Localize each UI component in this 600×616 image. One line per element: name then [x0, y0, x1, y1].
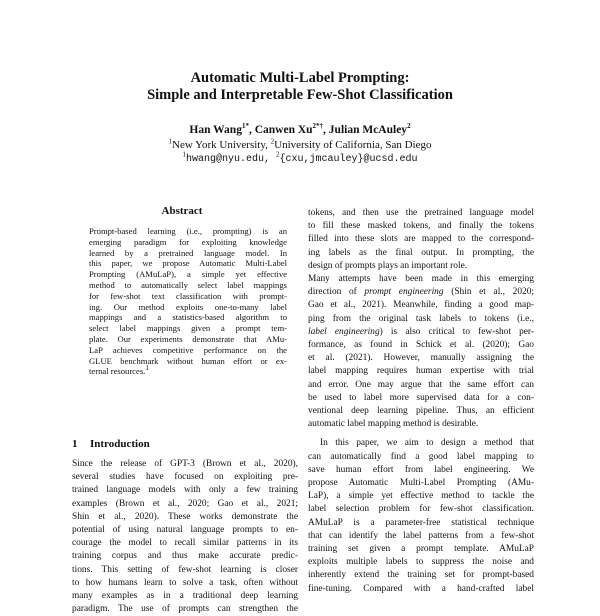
intro-line: many examples as in a traditional deep learning: [72, 591, 298, 602]
body-line: can automatically find a good label mapping to: [308, 451, 534, 462]
body-line: et al. (2021). However, manually assigning the: [308, 353, 534, 364]
affiliation-text: University of California, San Diego: [274, 139, 432, 151]
right-column-body: [308, 207, 534, 596]
body-line: be used to label more supervised data for a con-: [308, 392, 534, 403]
abstract-line: Prompting (AMuLaP), a simple yet effective: [89, 269, 287, 280]
intro-line: trained language models with only a few training: [72, 485, 298, 496]
body-line: to fill these masked tokens, and finally the tokens: [308, 221, 534, 232]
affiliation-text: New York University,: [172, 139, 271, 151]
abstract-line: plate. Our experiments demonstrate that AMu-: [89, 333, 287, 344]
body-line: AMuLaP is a parameter-free statistical technique: [308, 517, 534, 528]
introduction-body: [72, 458, 298, 616]
body-line: label mapping requires human expertise with trial: [308, 366, 534, 377]
email-sup: 2: [275, 150, 280, 159]
body-line: ventional deep learning pipeline. Thus, an efficient: [308, 406, 534, 417]
intro-line: examples (Brown et al., 2020; Gao et al., 2021;: [72, 498, 298, 509]
section-title: Introduction: [90, 438, 150, 450]
emphasis-label-engineering: label engineering: [308, 326, 380, 337]
body-line: and error. One may argue that the same effort can: [308, 379, 534, 390]
abstract-line: learned by a pretrained language model. In: [89, 247, 287, 258]
body-line: tokens, and then use the pretrained language model: [308, 208, 534, 218]
section-heading-introduction: [72, 438, 302, 451]
body-line: fine-tuning. Compared with a hand-crafted label: [308, 583, 534, 594]
email-sup: 1: [182, 150, 186, 159]
body-line: automatic label mapping method is desirable.: [308, 419, 479, 430]
author-emails: [0, 150, 600, 167]
intro-line: tions. This setting of few-shot learning is closer: [72, 564, 298, 575]
author-sup: 2: [407, 122, 411, 131]
email-text: {cxu,jmcauley}@ucsd.edu: [279, 154, 418, 165]
affiliation-sup: 1: [168, 137, 173, 146]
body-line: ping from the original task labels to tokens (i.e.,: [308, 313, 534, 324]
body-line: LaP), a simple yet effective method to tackle the: [308, 491, 534, 502]
body-line: direction of prompt engineering (Shin et al., 2020;: [308, 287, 534, 298]
abstract-line: select label mappings given a prompt tem-: [89, 323, 287, 334]
abstract-line: GLUE benchmark without human effort or ex-: [89, 355, 287, 366]
intro-line: potential of using natural language prompts to en-: [72, 525, 298, 536]
abstract-line: mappings and a statistics-based algorithm to: [89, 312, 287, 323]
author-sup: 2*†: [312, 122, 324, 131]
body-line: ing labels as the final output. In prompting, the: [308, 247, 534, 258]
body-line: filled into these slots are mapped to the correspond-: [308, 234, 534, 245]
body-line: label engineering) is also critical to few-shot per-: [308, 326, 534, 337]
affiliation-sup: 2: [270, 137, 275, 146]
body-line: design of prompts plays an important role.: [308, 260, 468, 271]
intro-line: several studies have focused on exploiting pre-: [72, 472, 298, 483]
abstract-line: ing. Our method exploits one-to-many label: [89, 301, 287, 312]
intro-line: Since the release of GPT-3 (Brown et al., 2020),: [72, 459, 298, 469]
body-line: inherently extend the training set for prompt-based: [308, 570, 534, 581]
body-line: formance, as found in Schick et al. (2020); Gao: [308, 340, 534, 351]
author-name: Han Wang: [189, 124, 242, 136]
abstract-line: this paper, we propose Automatic Multi-Label: [89, 258, 287, 269]
abstract-body: [89, 226, 287, 377]
author-name: Julian McAuley: [328, 124, 408, 136]
abstract-line: Prompt-based learning (i.e., prompting) is an: [89, 226, 287, 236]
body-line: Gao et al., 2021). Meanwhile, finding a good map-: [308, 300, 534, 311]
abstract-heading: Abstract: [161, 205, 203, 217]
abstract-line: method to automatically select label mappings: [89, 279, 287, 290]
author-name: Canwen Xu: [254, 124, 313, 136]
email-text: hwang@nyu.edu,: [185, 154, 276, 165]
author-list: Han Wang$^{1*}$, Canwen $Xu^{2*\dagger}$, Julian McAuley$^2$: [189, 122, 411, 136]
paper-title-line-1: Automatic Multi-Label Prompting:: [190, 70, 410, 86]
emphasis-prompt-engineering: prompt engineering: [364, 287, 444, 298]
body-line: In this paper, we aim to design a method that: [320, 438, 534, 449]
intro-line: courage the model to recall similar patterns in its: [72, 538, 298, 549]
section-number: 1: [72, 438, 78, 450]
intro-line: Shin et al., 2020). These works demonstrate the: [72, 511, 298, 522]
abstract-line: LaP achieves competitive performance on the: [89, 344, 287, 355]
intro-line: paradigm. The use of prompts can strengthen the: [72, 604, 298, 615]
abstract-line: ternal resources.$^1$: [89, 364, 149, 377]
body-line: save human effort from label engineering. We: [308, 464, 534, 475]
footnote-marker[interactable]: 1: [145, 364, 149, 373]
author-sup: 1*: [241, 122, 249, 131]
paper-title-line-2: Simple and Interpretable Few-Shot Classification: [147, 87, 453, 103]
body-line: training set given a prompt template. AMuLaP: [308, 544, 534, 555]
body-line: exploits multiple labels to suppress the noise and: [308, 557, 534, 568]
intro-line: to how humans learn to solve a task, often without: [72, 577, 298, 588]
intro-line: training corpus and thus make accurate predic-: [72, 551, 298, 562]
abstract-line: for few-shot text classification with prompt-: [89, 290, 287, 301]
body-line: label selection problem for few-shot classification.: [308, 504, 534, 515]
body-line: that can identify the label patterns from a few-shot: [308, 530, 534, 541]
body-line: Many attempts have been made in this emerging: [308, 274, 534, 285]
affiliations: [0, 138, 600, 152]
abstract-line: emerging paradigm for exploiting knowledge: [89, 236, 287, 247]
body-line: propose Automatic Multi-Label Prompting (AMu-: [308, 478, 534, 489]
